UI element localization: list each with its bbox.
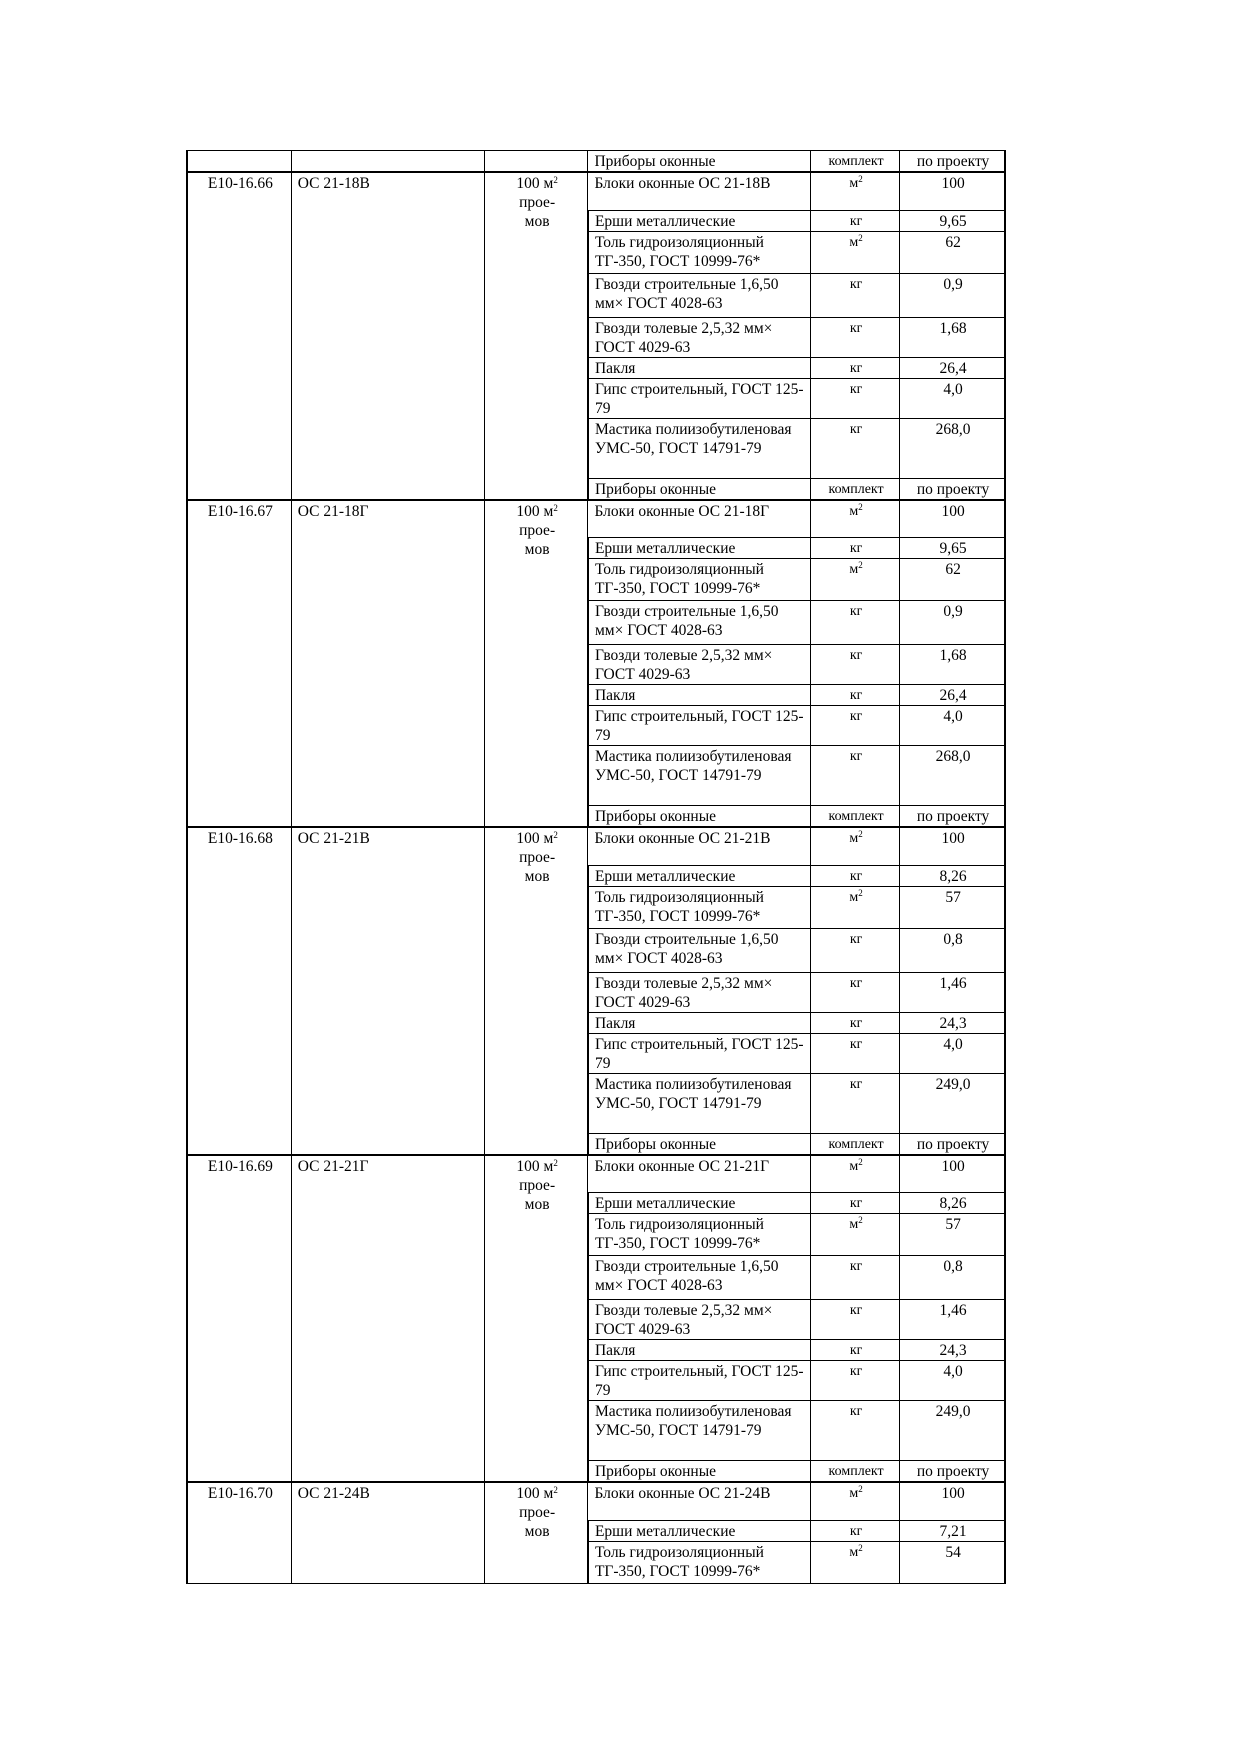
unit-cell (811, 685, 900, 706)
measure-line (491, 1484, 583, 1503)
unit-text: кг (849, 541, 863, 556)
measure-line: прое- (519, 521, 556, 539)
unit-cell (811, 478, 900, 500)
material-cell: Гвозди толевые 2,5,32 мм× ГОСТ 4029-63 (588, 645, 811, 685)
measure-line: мов (524, 1523, 550, 1540)
materials-table (186, 150, 1006, 1584)
measure-superscript: 2 (553, 830, 558, 840)
material-cell: Мастика полиизобутиленовая УМС-50, ГОСТ 14791-79 (588, 746, 811, 806)
unit-superscript: 2 (858, 174, 863, 184)
unit-superscript: 2 (858, 887, 863, 898)
quantity-cell: 57 (900, 886, 1005, 928)
unit-text: кг (849, 421, 863, 437)
measure-unit-cell (485, 500, 588, 828)
block-name-cell: ОС 21-21В (291, 827, 484, 1155)
unit-text: кг (849, 975, 863, 991)
unit-cell (811, 1461, 900, 1483)
quantity-cell: 0,9 (900, 273, 1005, 317)
measure-line: прое- (519, 849, 556, 866)
material-cell: Гвозди строительные 1,6,50 мм× ГОСТ 4028-63 (588, 601, 811, 645)
material-cell: Ерши металлические (588, 210, 811, 231)
quantity-cell: по проекту (900, 478, 1005, 500)
measure-line: мов (524, 868, 550, 885)
norm-code-cell: Е10-16.69 (187, 1155, 291, 1483)
measure-superscript: 2 (553, 1157, 558, 1168)
unit-text: кг (849, 1523, 863, 1539)
quantity-cell: 4,0 (900, 378, 1005, 418)
material-cell: Пакля (588, 357, 811, 378)
unit-text: кг (849, 1404, 863, 1419)
unit-text: кг (849, 276, 863, 292)
measure-text: 100 м (516, 175, 554, 192)
material-cell: Приборы оконные (588, 478, 811, 500)
unit-text: кг (849, 1036, 863, 1052)
unit-cell (811, 559, 900, 601)
unit-cell (811, 357, 900, 378)
quantity-cell: 62 (900, 231, 1005, 273)
material-cell: Пакля (588, 685, 811, 706)
measure-superscript: 2 (553, 502, 558, 513)
unit-cell (811, 972, 900, 1012)
measure-line: мов (524, 540, 550, 558)
material-cell: Толь гидроизоляционный ТГ-350, ГОСТ 10999-76* (588, 559, 811, 601)
unit-text: кг (849, 868, 863, 884)
material-cell: Блоки оконные ОС 21-21Г (588, 1155, 811, 1193)
material-cell: Гвозди строительные 1,6,50 мм× ГОСТ 4028-63 (588, 928, 811, 972)
block-name-cell: ОС 21-24В (291, 1482, 484, 1583)
quantity-cell: 26,4 (900, 357, 1005, 378)
unit-cell (811, 886, 900, 928)
material-cell: Мастика полиизобутиленовая УМС-50, ГОСТ 14791-79 (588, 1401, 811, 1461)
unit-text: м (849, 176, 859, 191)
unit-text: кг (849, 1364, 863, 1379)
unit-text: кг (849, 360, 863, 376)
unit-text: кг (849, 688, 863, 703)
unit-text: м (849, 1486, 859, 1501)
unit-cell (811, 1155, 900, 1193)
unit-text: кг (849, 1303, 863, 1318)
unit-text: кг (849, 320, 863, 336)
quantity-cell: 9,65 (900, 538, 1005, 559)
unit-cell (811, 645, 900, 685)
unit-text: м (849, 1544, 859, 1560)
measure-line: прое- (519, 1176, 556, 1194)
unit-text: м (849, 889, 859, 905)
material-cell: Приборы оконные (588, 806, 811, 828)
measure-unit-cell (485, 1482, 588, 1583)
quantity-cell: 24,3 (900, 1012, 1005, 1033)
measure-line (491, 174, 583, 193)
quantity-cell: по проекту (900, 151, 1005, 173)
unit-cell (811, 1133, 900, 1155)
measure-line: мов (524, 213, 550, 230)
material-cell: Гвозди строительные 1,6,50 мм× ГОСТ 4028-63 (588, 273, 811, 317)
measure-text: 100 м (516, 830, 554, 847)
material-cell: Гипс строительный, ГОСТ 125-79 (588, 1361, 811, 1401)
block-name-cell: ОС 21-21Г (291, 1155, 484, 1483)
unit-cell (811, 1012, 900, 1033)
unit-cell (811, 1214, 900, 1256)
material-cell: Приборы оконные (588, 1461, 811, 1483)
quantity-cell: по проекту (900, 1133, 1005, 1155)
unit-cell (811, 865, 900, 886)
unit-text: кг (849, 648, 863, 663)
unit-cell (811, 1256, 900, 1300)
unit-cell (811, 418, 900, 478)
quantity-cell: 8,26 (900, 1193, 1005, 1214)
quantity-cell: 7,21 (900, 1520, 1005, 1541)
measure-line: мов (524, 1195, 550, 1213)
quantity-cell: 1,46 (900, 972, 1005, 1012)
quantity-cell: 0,9 (900, 601, 1005, 645)
measure-line: прое- (519, 194, 556, 211)
unit-text: кг (849, 213, 863, 229)
quantity-cell: 0,8 (900, 1256, 1005, 1300)
table-row (187, 827, 1005, 865)
measure-unit-cell (485, 827, 588, 1155)
quantity-cell: 0,8 (900, 928, 1005, 972)
quantity-cell: 100 (900, 1155, 1005, 1193)
material-cell: Пакля (588, 1012, 811, 1033)
block-name-cell: ОС 21-18Г (291, 500, 484, 828)
unit-superscript: 2 (858, 1156, 863, 1167)
quantity-cell: 1,46 (900, 1300, 1005, 1340)
norm-code-cell: Е10-16.66 (187, 172, 291, 500)
block-name-cell: ОС 21-18В (291, 172, 484, 500)
material-cell: Гипс строительный, ГОСТ 125-79 (588, 378, 811, 418)
unit-cell (811, 746, 900, 806)
quantity-cell: 100 (900, 827, 1005, 865)
unit-text: кг (849, 1343, 863, 1358)
unit-cell (811, 317, 900, 357)
measure-superscript: 2 (553, 1485, 558, 1495)
unit-text: кг (849, 604, 863, 619)
material-cell: Гвозди строительные 1,6,50 мм× ГОСТ 4028-63 (588, 1256, 811, 1300)
material-cell: Приборы оконные (588, 1133, 811, 1155)
quantity-cell: 1,68 (900, 317, 1005, 357)
unit-text: м (849, 503, 859, 519)
material-cell: Толь гидроизоляционный ТГ-350, ГОСТ 10999-76* (588, 231, 811, 273)
measure-cell (485, 151, 588, 173)
norm-code-cell: Е10-16.70 (187, 1482, 291, 1583)
table-row (187, 1482, 1005, 1520)
unit-cell (811, 1193, 900, 1214)
material-cell: Толь гидроизоляционный ТГ-350, ГОСТ 10999-76* (588, 886, 811, 928)
unit-superscript: 2 (858, 560, 863, 570)
unit-cell (811, 1340, 900, 1361)
measure-line (491, 502, 583, 521)
unit-cell (811, 806, 900, 828)
unit-superscript: 2 (858, 501, 863, 512)
unit-cell (811, 1482, 900, 1520)
unit-text: кг (849, 1259, 863, 1274)
material-cell: Ерши металлические (588, 1193, 811, 1214)
unit-cell (811, 500, 900, 538)
quantity-cell: 57 (900, 1214, 1005, 1256)
unit-text: комплект (828, 1136, 884, 1152)
measure-unit-cell (485, 172, 588, 500)
unit-superscript: 2 (858, 1542, 863, 1553)
quantity-cell: 24,3 (900, 1340, 1005, 1361)
material-cell: Ерши металлические (588, 538, 811, 559)
material-cell: Блоки оконные ОС 21-18В (588, 172, 811, 210)
quantity-cell: по проекту (900, 806, 1005, 828)
unit-superscript: 2 (858, 1484, 863, 1494)
unit-cell (811, 706, 900, 746)
quantity-cell: 4,0 (900, 1361, 1005, 1401)
unit-text: комплект (828, 1464, 884, 1479)
spec-sheet (186, 150, 1006, 1600)
quantity-cell: 8,26 (900, 865, 1005, 886)
quantity-cell: 268,0 (900, 746, 1005, 806)
material-cell: Ерши металлические (588, 865, 811, 886)
quantity-cell: 26,4 (900, 685, 1005, 706)
material-cell: Толь гидроизоляционный ТГ-350, ГОСТ 10999-76* (588, 1541, 811, 1583)
materials-table-body (187, 151, 1005, 1584)
unit-cell (811, 827, 900, 865)
material-cell: Приборы оконные (588, 151, 811, 173)
unit-text: комплект (828, 481, 884, 497)
measure-line: прое- (519, 1504, 556, 1521)
material-cell: Толь гидроизоляционный ТГ-350, ГОСТ 10999-76* (588, 1214, 811, 1256)
measure-unit-cell (485, 1155, 588, 1483)
unit-cell (811, 231, 900, 273)
unit-cell (811, 1033, 900, 1073)
unit-cell (811, 538, 900, 559)
material-cell: Мастика полиизобутиленовая УМС-50, ГОСТ 14791-79 (588, 418, 811, 478)
unit-text: м (849, 562, 859, 577)
unit-cell (811, 210, 900, 231)
unit-text: м (849, 1217, 859, 1232)
quantity-cell: по проекту (900, 1461, 1005, 1483)
quantity-cell: 100 (900, 500, 1005, 538)
table-row (187, 500, 1005, 538)
material-cell: Гипс строительный, ГОСТ 125-79 (588, 706, 811, 746)
material-cell: Мастика полиизобутиленовая УМС-50, ГОСТ 14791-79 (588, 1073, 811, 1133)
unit-text: кг (849, 1076, 863, 1092)
name-cell (291, 151, 484, 173)
measure-text: 100 м (516, 502, 554, 520)
quantity-cell: 9,65 (900, 210, 1005, 231)
quantity-cell: 54 (900, 1541, 1005, 1583)
measure-line (491, 829, 583, 848)
unit-superscript: 2 (858, 829, 863, 839)
material-cell: Блоки оконные ОС 21-24В (588, 1482, 811, 1520)
quantity-cell: 268,0 (900, 418, 1005, 478)
material-cell: Пакля (588, 1340, 811, 1361)
quantity-cell: 4,0 (900, 1033, 1005, 1073)
table-row (187, 1155, 1005, 1193)
unit-cell (811, 1073, 900, 1133)
unit-cell (811, 601, 900, 645)
unit-cell (811, 172, 900, 210)
material-cell: Гвозди толевые 2,5,32 мм× ГОСТ 4029-63 (588, 972, 811, 1012)
unit-text: комплект (828, 809, 884, 824)
quantity-cell: 100 (900, 1482, 1005, 1520)
code-cell (187, 151, 291, 173)
material-cell: Блоки оконные ОС 21-18Г (588, 500, 811, 538)
material-cell: Гипс строительный, ГОСТ 125-79 (588, 1033, 811, 1073)
quantity-cell: 249,0 (900, 1401, 1005, 1461)
measure-text: 100 м (516, 1485, 554, 1502)
norm-code-cell: Е10-16.68 (187, 827, 291, 1155)
material-cell: Блоки оконные ОС 21-21В (588, 827, 811, 865)
unit-cell (811, 1361, 900, 1401)
unit-superscript: 2 (858, 232, 863, 243)
unit-cell: комплект (811, 151, 900, 173)
quantity-cell: 249,0 (900, 1073, 1005, 1133)
material-cell: Гвозди толевые 2,5,32 мм× ГОСТ 4029-63 (588, 1300, 811, 1340)
unit-text: кг (849, 381, 863, 397)
table-row (187, 172, 1005, 210)
unit-cell (811, 378, 900, 418)
unit-text: кг (849, 1015, 863, 1031)
unit-cell (811, 1401, 900, 1461)
unit-cell (811, 1300, 900, 1340)
unit-text: кг (849, 931, 863, 947)
unit-text: кг (849, 1196, 863, 1211)
measure-superscript: 2 (553, 175, 558, 185)
norm-code-cell: Е10-16.67 (187, 500, 291, 828)
unit-text: кг (849, 749, 863, 764)
carryover-row (187, 151, 1005, 173)
unit-text: кг (849, 709, 863, 724)
quantity-cell: 1,68 (900, 645, 1005, 685)
unit-text: м (849, 831, 859, 846)
unit-text: м (849, 234, 859, 250)
unit-cell (811, 928, 900, 972)
quantity-cell: 4,0 (900, 706, 1005, 746)
material-cell: Ерши металлические (588, 1520, 811, 1541)
unit-cell (811, 1541, 900, 1583)
measure-text: 100 м (516, 1157, 554, 1175)
unit-cell (811, 273, 900, 317)
quantity-cell: 100 (900, 172, 1005, 210)
unit-superscript: 2 (858, 1215, 863, 1225)
unit-cell (811, 1520, 900, 1541)
material-cell: Гвозди толевые 2,5,32 мм× ГОСТ 4029-63 (588, 317, 811, 357)
unit-text: м (849, 1158, 859, 1174)
measure-line (491, 1157, 583, 1176)
quantity-cell: 62 (900, 559, 1005, 601)
